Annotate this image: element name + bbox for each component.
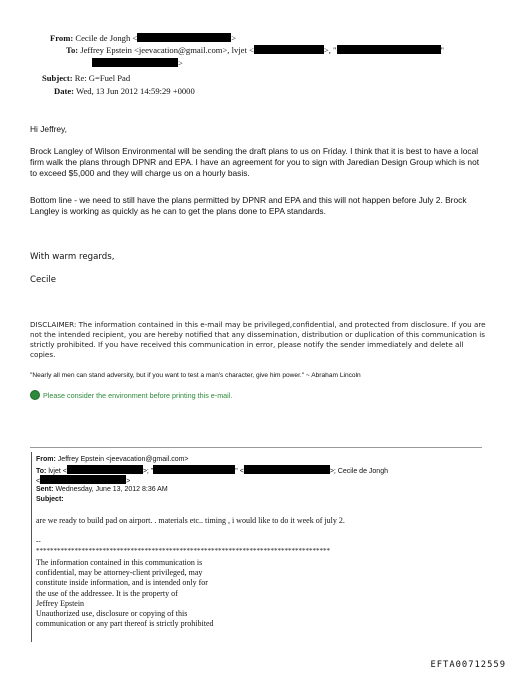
fwd-from-row — [36, 455, 189, 465]
to-gt-comma: >, " — [323, 45, 337, 55]
redaction-block — [254, 45, 324, 54]
header-to-row — [66, 44, 444, 56]
to-value: Jeffrey Epstein <jeevacation@gmail.com>, lvjet < — [80, 45, 254, 55]
fwd-subject-label: Subject: — [36, 496, 64, 503]
quote-bar — [31, 452, 32, 642]
fwd-to-mid2: " < — [235, 468, 244, 475]
redaction-block — [92, 58, 178, 67]
from-label: From: — [50, 33, 74, 43]
fwd-sig-dash: -- — [36, 537, 41, 545]
fwd-lt: < — [36, 478, 41, 485]
to-label: To: — [66, 45, 79, 55]
closing: With warm regards, — [30, 252, 115, 262]
from-value: Cecile de Jongh < — [75, 33, 138, 43]
fwd-from-value: Jeffrey Epstein <jeevacation@gmail.com> — [57, 456, 189, 463]
fwd-sent-value: Wednesday, June 13, 2012 8:36 AM — [55, 486, 168, 493]
disclaimer: DISCLAIMER: The information contained in this e-mail may be privileged,confidential, and protected from disclosure. If you are not the intended recipient, you are hereby notified that any dissemination, distribution or duplication of this communication is strictly prohibited. If you have received this communication in error, please notify the sender immediately and delete all copies. — [30, 320, 486, 359]
header-subject-row — [42, 72, 130, 84]
environment-note-text: Please consider the environment before printing this e-mail. — [43, 391, 233, 400]
conf-line: constitute inside information, and is intended only for — [36, 578, 208, 588]
fwd-to-label: To: — [36, 468, 47, 475]
date-label: Date: — [54, 86, 75, 96]
conf-line: communication or any part thereof is strictly prohibited — [36, 619, 214, 629]
signature: Cecile — [30, 275, 57, 285]
greeting: Hi Jeffrey, — [30, 124, 67, 134]
redaction-block — [244, 465, 330, 474]
from-gt: > — [231, 33, 237, 43]
date-value: Wed, 13 Jun 2012 14:59:29 +0000 — [76, 86, 195, 96]
fwd-from-label: From: — [36, 456, 56, 463]
fwd-gt: > — [126, 478, 131, 485]
conf-line: Unauthorized use, disclosure or copying of this — [36, 609, 188, 619]
fwd-to-mid1: >; " — [142, 468, 154, 475]
conf-line: Jeffrey Epstein — [36, 598, 85, 608]
subject-label: Subject: — [42, 73, 73, 83]
fwd-sent-label: Sent: — [36, 486, 54, 493]
fwd-subject-row — [36, 495, 64, 505]
fwd-message-body: are we ready to build pad on airport. . materials etc.. timing , i would like to do it week of july 2. — [36, 516, 345, 525]
fwd-sent-row — [36, 485, 168, 495]
conf-line: confidential, may be attorney-client privileged, may — [36, 568, 203, 578]
header-date-row — [54, 85, 195, 97]
lincoln-quote: "Nearly all men can stand adversity, but if you want to test a man's character, give him power." ~ Abraham Lincoln — [30, 372, 361, 379]
to-quote: " — [440, 45, 445, 55]
to-cont-gt: > — [178, 58, 183, 68]
redaction-block — [337, 45, 441, 54]
subject-value: Re: G=Fuel Pad — [74, 73, 131, 83]
redaction-block — [40, 475, 126, 484]
forward-divider — [30, 447, 482, 448]
header-from-row — [50, 32, 236, 44]
globe-icon — [30, 390, 40, 400]
header-to-cont-row — [92, 57, 183, 69]
redaction-block — [67, 465, 143, 474]
redaction-block — [153, 465, 235, 474]
message-paragraph-1: Brock Langley of Wilson Environmental will be sending the draft plans to us on Friday. I think that it is best to have a local firm walk the plans through DPNR and EPA. I have an agreement for you to sign with Jaredian Design Group which is not to exceed $5,000 and they will charge us on a hourly basis. — [30, 146, 480, 178]
redaction-block — [137, 33, 231, 42]
fwd-stars-divider: ************************************************************************************ — [36, 547, 330, 555]
document-id: EFTA00712559 — [430, 660, 506, 670]
fwd-confidentiality — [36, 558, 276, 629]
conf-line: The information contained in this communication is — [36, 558, 203, 567]
conf-line: the use of the addressee. It is the property of — [36, 588, 178, 598]
fwd-to-value: lvjet < — [48, 468, 67, 475]
message-paragraph-2: Bottom line - we need to still have the plans permitted by DPNR and EPA and this will not happen before July 2. Brock Langley is working as quickly as he can to get the plans done to EPA standards. — [30, 195, 467, 216]
fwd-to-end: >; Cecile de Jongh — [329, 468, 388, 475]
environment-note — [30, 390, 232, 400]
